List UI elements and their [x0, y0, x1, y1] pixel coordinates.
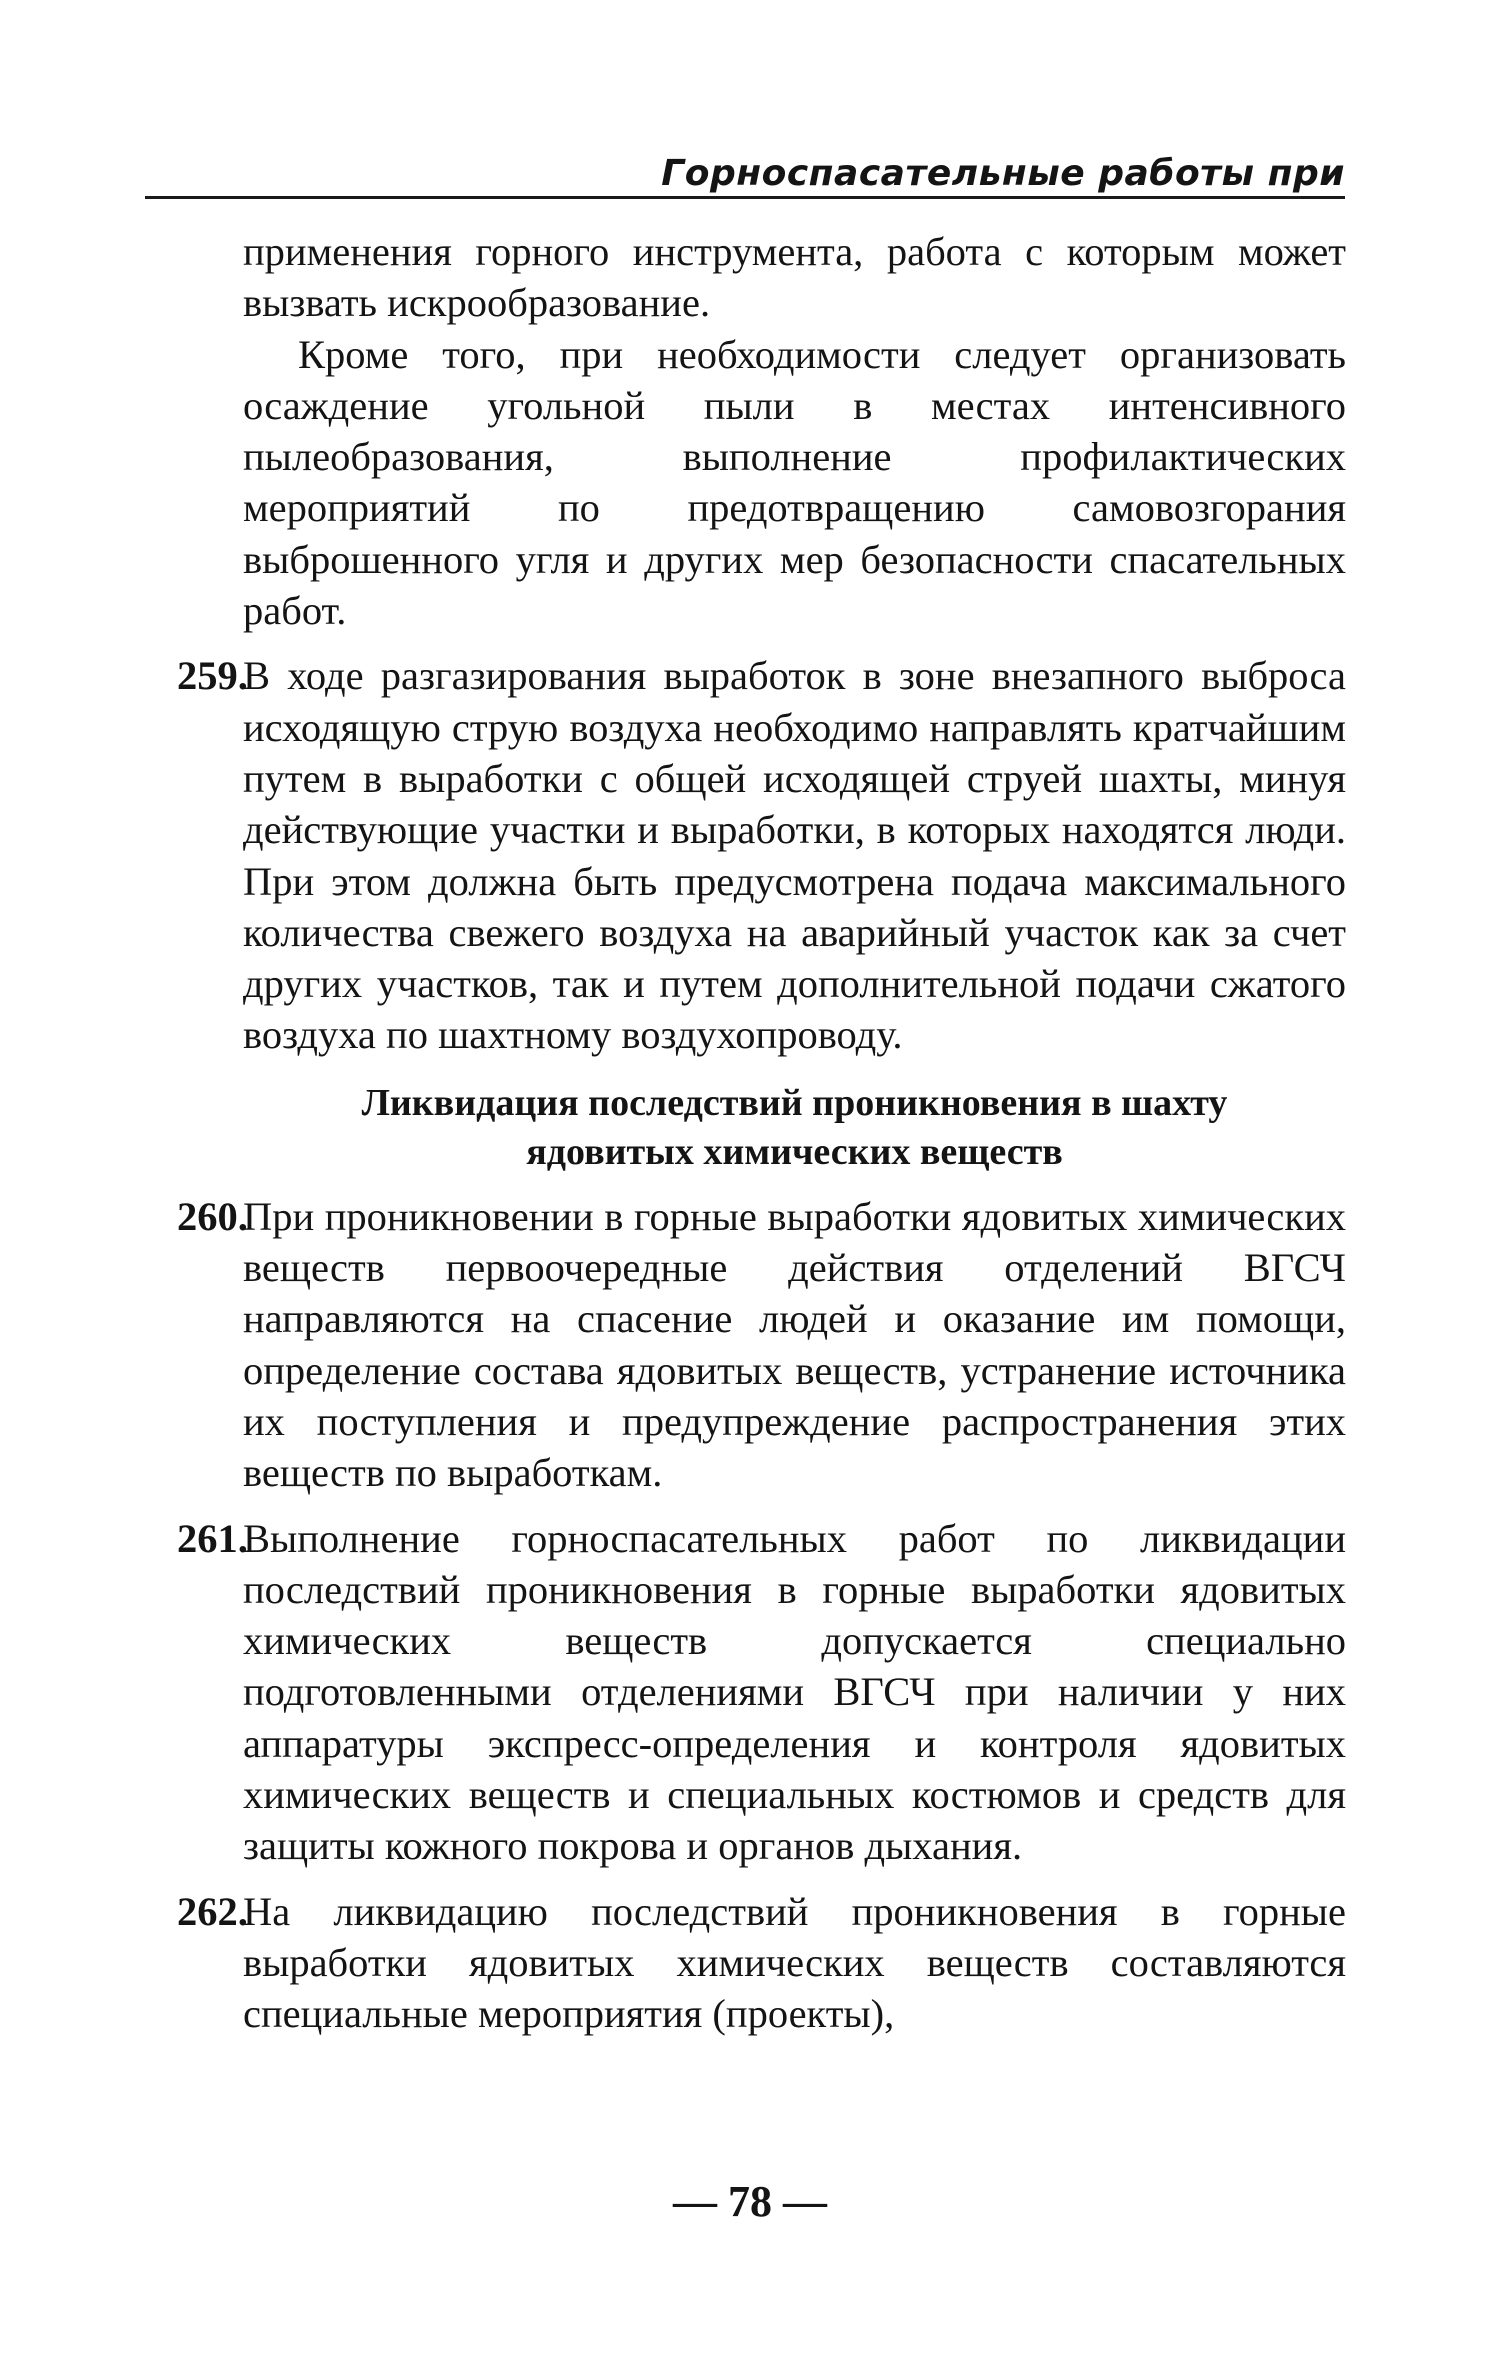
item-text: Выполнение горноспасательных работ по ликвидации последствий проникновения в горные выработки ядовитых химических веществ допускается специально подготовленными отделениями ВГСЧ при наличии у них аппаратуры экспресс-определения и контроля ядовитых химических веществ и специальных костюмов и средств для защиты кожного покрова и органов дыхания.	[243, 1515, 1346, 1869]
numbered-item-259	[177, 650, 1346, 1060]
numbered-item-260	[177, 1191, 1346, 1499]
item-number: 261.	[177, 1515, 248, 1561]
section-heading	[243, 1079, 1346, 1177]
section-heading-line-1: Ликвидация последствий проникновения в шахту	[361, 1081, 1228, 1124]
item-text: На ликвидацию последствий проникновения в горные выработки ядовитых химических веществ составляются специальные мероприятия (проекты),	[243, 1888, 1346, 2037]
page-number: — 78 —	[673, 2177, 827, 2226]
numbered-item-262	[177, 1886, 1346, 2040]
numbered-item-261	[177, 1513, 1346, 1872]
item-number: 259.	[177, 653, 248, 699]
page-body	[177, 226, 1346, 2040]
item-number: 260.	[177, 1193, 248, 1239]
section-heading-line-2: ядовитых химических веществ	[526, 1130, 1063, 1173]
paragraph: Кроме того, при необходимости следует организовать осаждение угольной пыли в местах интенсивного пылеобразования, выполнение профилактических мероприятий по предотвращению самовозгорания выброшенного угля и других мер безопасности спасательных работ.	[243, 331, 1346, 634]
item-number: 262.	[177, 1888, 248, 1934]
item-text: При проникновении в горные выработки ядовитых химических веществ первоочередные действия отделений ВГСЧ направляются на спасение людей и оказание им помощи, определение состава ядовитых веществ, устранение источника их поступления и предупреждение распространения этих веществ по выработкам.	[243, 1193, 1346, 1496]
running-head-title: Горноспасательные работы при	[661, 153, 1345, 194]
paragraph-continuation: применения горного инструмента, работа с которым может вызвать искрообразование.	[243, 229, 1346, 326]
running-head	[145, 148, 1345, 199]
item-text: В ходе разгазирования выработок в зоне внезапного выброса исходящую струю воздуха необходимо направлять кратчайшим путем в выработки с общей исходящей струей шахты, минуя действующие участки и выработки, в которых находятся люди. При этом должна быть предусмотрена подача максимального количества свежего воздуха на аварийный участок как за счет других участков, так и путем дополнительной подачи сжатого воздуха по шахтному воздухопроводу.	[243, 653, 1346, 1058]
